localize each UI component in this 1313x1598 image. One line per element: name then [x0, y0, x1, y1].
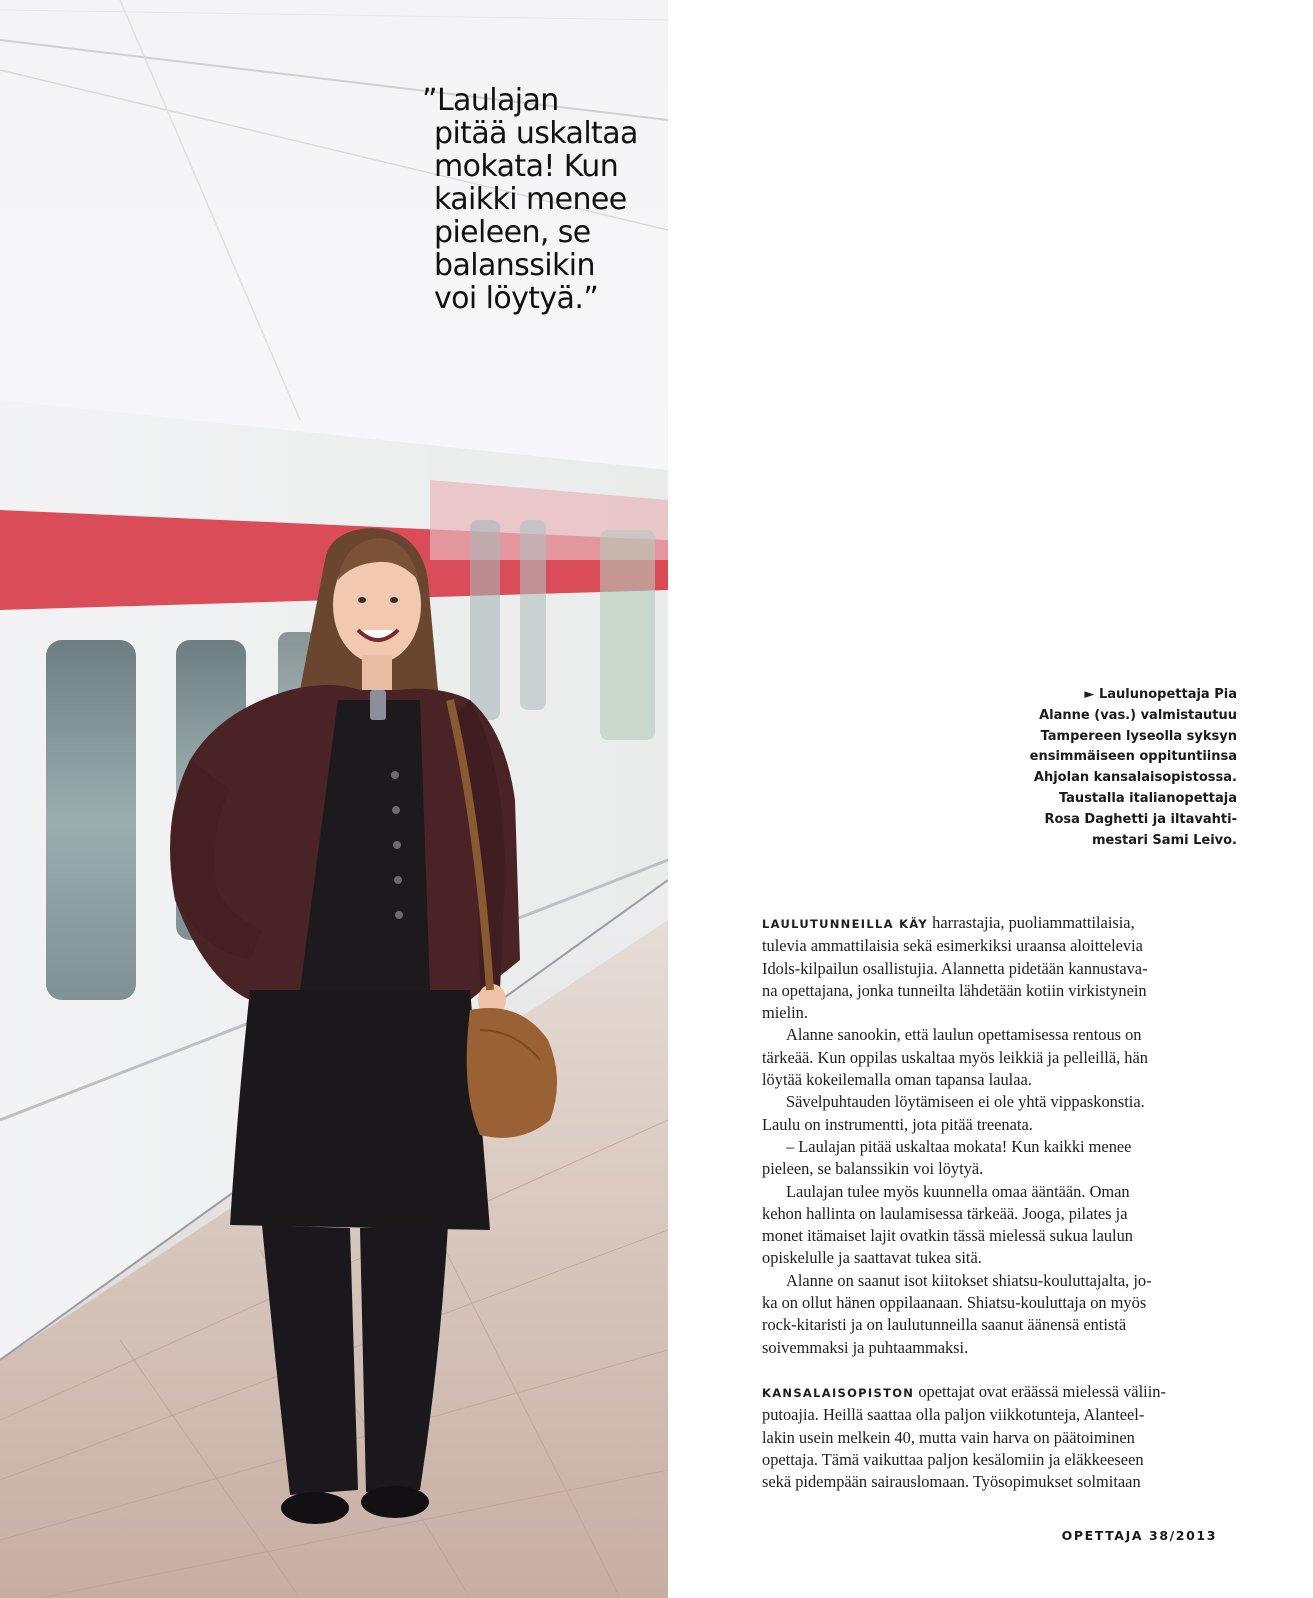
text-line: tärkeää. Kun oppilas uskaltaa myös leikkiä ja pelleillä, hän	[762, 1047, 1148, 1067]
paragraph	[762, 1136, 1222, 1181]
text-line: Alanne sanookin, että laulun opettamisessa rentous on	[786, 1025, 1142, 1045]
caption-line: mestari Sami Leivo.	[1091, 832, 1237, 848]
text-line: pieleen, se balanssikin voi löytyä.	[762, 1159, 984, 1179]
pull-quote-line: ”Laulajan	[422, 83, 559, 118]
paragraph	[762, 1270, 1222, 1359]
text-line: soivemmaksi ja puhtaammaksi.	[762, 1337, 969, 1357]
article-body	[762, 912, 1222, 1493]
photo-caption	[977, 685, 1237, 851]
text-line: opettaja. Tämä vaikuttaa paljon kesälomiin ja eläkkeeseen	[762, 1449, 1144, 1469]
paragraph	[762, 1181, 1222, 1270]
text-line: kehon hallinta on laulamisessa tärkeää. Jooga, pilates ja	[762, 1203, 1128, 1223]
text-line: Sävelpuhtauden löytämiseen ei ole yhtä vippaskonstia.	[786, 1092, 1145, 1112]
text-fragment: harrastajia, puoliammattilaisia,	[928, 913, 1135, 932]
pull-quote-line: pitää uskaltaa	[434, 116, 638, 151]
text-line: löytää kokeilemalla oman tapansa laulaa.	[762, 1070, 1032, 1090]
text-line: monet itämaiset lajit ovatkin tässä mielessä sukua laulun	[762, 1226, 1133, 1246]
caption-line: Tampereen lyseolla syksyn	[1040, 728, 1237, 744]
text-line	[762, 912, 1222, 935]
text-line: Laulajan tulee myös kuunnella omaa ääntään. Oman	[786, 1181, 1130, 1201]
text-line: lakin usein melkein 40, mutta vain harva on päätoiminen	[762, 1427, 1135, 1447]
text-fragment: opettajat ovat eräässä mielessä väliin-	[914, 1381, 1166, 1401]
pull-quote-line: kaikki menee	[434, 182, 627, 217]
pull-quote-line: pieleen, se	[434, 215, 591, 250]
caption-line: Ahjolan kansalaisopistossa.	[1033, 770, 1237, 786]
paragraph	[762, 1091, 1222, 1136]
paragraph	[762, 1381, 1222, 1493]
paragraph	[762, 912, 1222, 1024]
text-line: sekä pidempään sairauslomaan. Työsopimukset solmitaan	[762, 1472, 1141, 1492]
pull-quote-line: mokata! Kun	[434, 149, 619, 184]
text-line: na opettajana, jonka tunneilta lähdetään kotiin virkistynein	[762, 980, 1147, 1000]
pull-quote-line: balanssikin	[434, 248, 595, 283]
caption-line: ensimmäiseen oppituntiinsa	[1029, 749, 1237, 765]
pull-quote-line: voi löytyä.”	[434, 281, 599, 316]
caption-line: Rosa Daghetti ja iltavahti-	[1044, 811, 1237, 827]
text-line: Alanne on saanut isot kiitokset shiatsu-kouluttajalta, jo-	[786, 1270, 1152, 1290]
text-line: tulevia ammattilaisia sekä esimerkiksi uraansa aloittelevia	[762, 936, 1143, 956]
caption-line: Taustalla italianopettaja	[1058, 790, 1237, 806]
paragraph	[762, 1024, 1222, 1091]
lead-in: KANSALAISOPISTON	[762, 1385, 915, 1400]
pull-quote	[422, 84, 662, 315]
text-line	[762, 1381, 1222, 1404]
text-line: Idols-kilpailun osallistujia. Alannetta pidetään kannustava-	[762, 958, 1148, 978]
text-line: – Laulajan pitää uskaltaa mokata! Kun kaikki menee	[786, 1136, 1132, 1156]
page-folio: OPETTAJA 38/2013	[1061, 1528, 1217, 1543]
caption-line: Alanne (vas.) valmistautuu	[1039, 707, 1237, 723]
text-line: rock-kitaristi ja on laulutunneilla saanut äänensä entistä	[762, 1315, 1127, 1335]
caption-line: ► Laulunopettaja Pia	[1084, 687, 1237, 702]
text-line: mielin.	[762, 1003, 808, 1023]
text-line: ka on ollut hänen oppilaanaan. Shiatsu-kouluttaja on myös	[762, 1293, 1147, 1313]
text-line: opiskelulle ja saattavat tukea sitä.	[762, 1248, 982, 1268]
lead-in: LAULUTUNNEILLA KÄY	[762, 917, 929, 931]
text-line: putoajia. Heillä saattaa olla paljon viikkotunteja, Alanteel-	[762, 1405, 1145, 1425]
text-line: Laulu on instrumentti, jota pitää treenata.	[762, 1114, 1033, 1134]
